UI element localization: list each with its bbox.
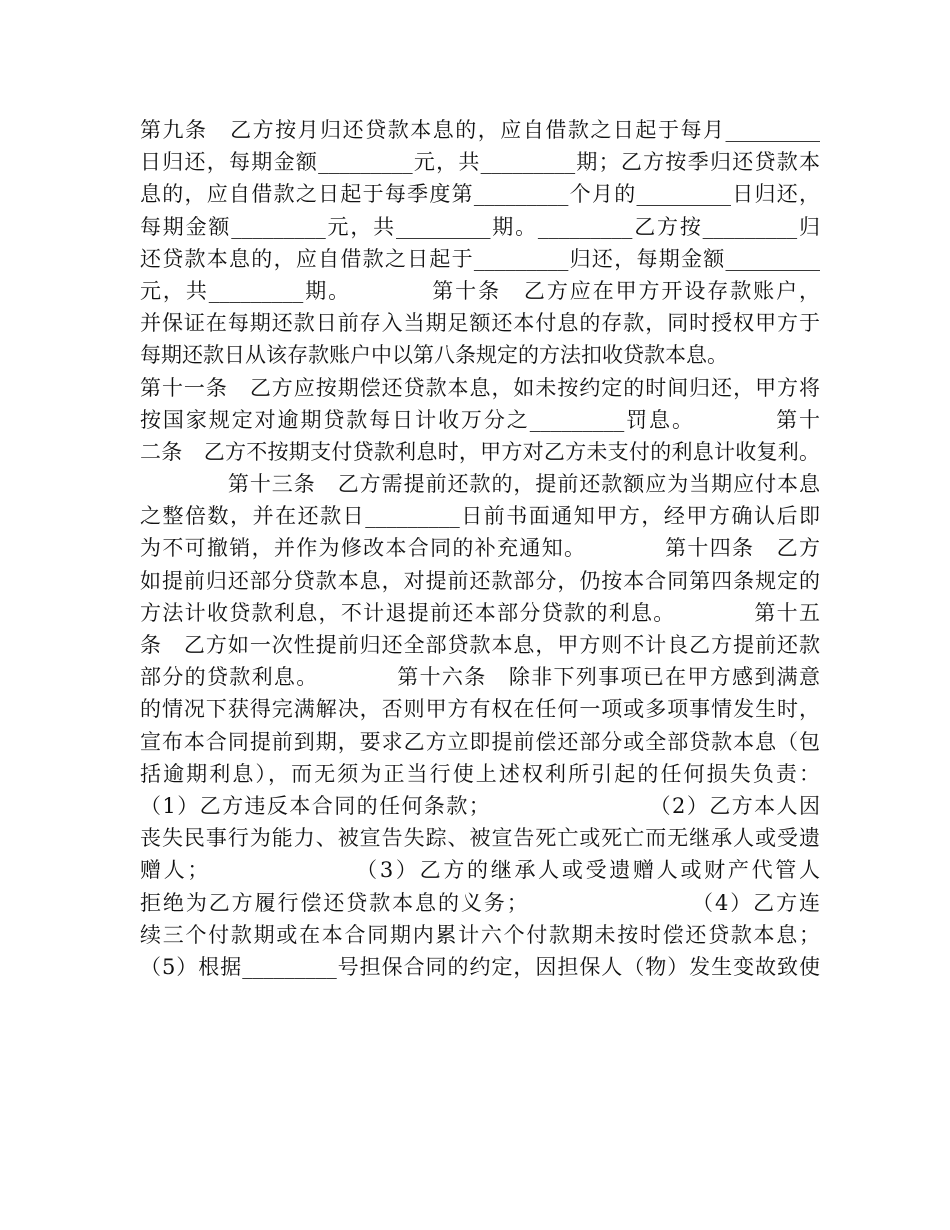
- text-line: 并保证在每期还款日前存入当期足额还本付息的存款，同时授权甲方于: [140, 311, 820, 336]
- text-line: 续三个付款期或在本合同期内累计六个付款期未按时偿还贷款本息；: [140, 922, 820, 947]
- text-line: 部分的贷款利息。 第十六条 除非下列事项已在甲方感到满意: [140, 665, 820, 690]
- text-line: 第九条 乙方按月归还贷款本息的，应自借款之日起于每月_________: [140, 118, 820, 142]
- text-line: 第十三条 乙方需提前还款的，提前还款额应为当期应付本息: [140, 472, 820, 497]
- text-line: 宣布本合同提前到期，要求乙方立即提前偿还部分或全部贷款本息（包: [140, 729, 820, 754]
- text-line: 还贷款本息的，应自借款之日起于_________归还，每期金额_________: [140, 246, 820, 271]
- text-line: 元，共_________期。 第十条 乙方应在甲方开设存款账户，: [140, 278, 820, 303]
- text-line: 方法计收贷款利息，不计退提前还本部分贷款的利息。 第十五: [140, 600, 820, 625]
- text-line: 条 乙方如一次性提前归还全部贷款本息，甲方则不计良乙方提前还款: [140, 633, 820, 657]
- text-line: 二条 乙方不按期支付贷款利息时，甲方对乙方未支付的利息计收复利。: [140, 439, 820, 464]
- text-line: 之整倍数，并在还款日_________日前书面通知甲方，经甲方确认后即: [140, 504, 820, 529]
- text-line: 每期还款日从该存款账户中以第八条规定的方法扣收贷款本息。: [140, 343, 728, 368]
- text-line: 拒绝为乙方履行偿还贷款本息的义务； （4）乙方连: [140, 890, 820, 915]
- text-line: 如提前归还部分贷款本息，对提前还款部分，仍按本合同第四条规定的: [140, 568, 820, 593]
- text-line: 第十一条 乙方应按期偿还贷款本息，如未按约定的时间归还，甲方将: [140, 375, 820, 400]
- text-line: 为不可撤销，并作为修改本合同的补充通知。 第十四条 乙方: [140, 536, 820, 561]
- text-line: （5）根据_________号担保合同的约定，因担保人（物）发生变故致使: [140, 954, 820, 979]
- text-line: 的情况下获得完满解决，否则甲方有权在任何一项或多项事情发生时，: [140, 697, 820, 722]
- text-line: 日归还，每期金额_________元，共_________期；乙方按季归还贷款本: [140, 150, 820, 175]
- text-line: 括逾期利息），而无须为正当行使上述权利所引起的任何损失负责：: [140, 761, 820, 786]
- text-line: （1）乙方违反本合同的任何条款； （2）乙方本人因: [140, 793, 820, 818]
- text-line: 按国家规定对逾期贷款每日计收万分之_________罚息。 第十: [140, 407, 820, 432]
- text-line: 息的，应自借款之日起于每季度第_________个月的_________日归还，: [140, 182, 820, 207]
- text-line: 每期金额_________元，共_________期。_________乙方按_________归: [140, 214, 820, 239]
- text-line: 赠人； （3）乙方的继承人或受遗赠人或财产代管人: [140, 858, 820, 883]
- text-line: 丧失民事行为能力、被宣告失踪、被宣告死亡或死亡而无继承人或受遗: [140, 826, 820, 851]
- contract-text: [140, 114, 820, 983]
